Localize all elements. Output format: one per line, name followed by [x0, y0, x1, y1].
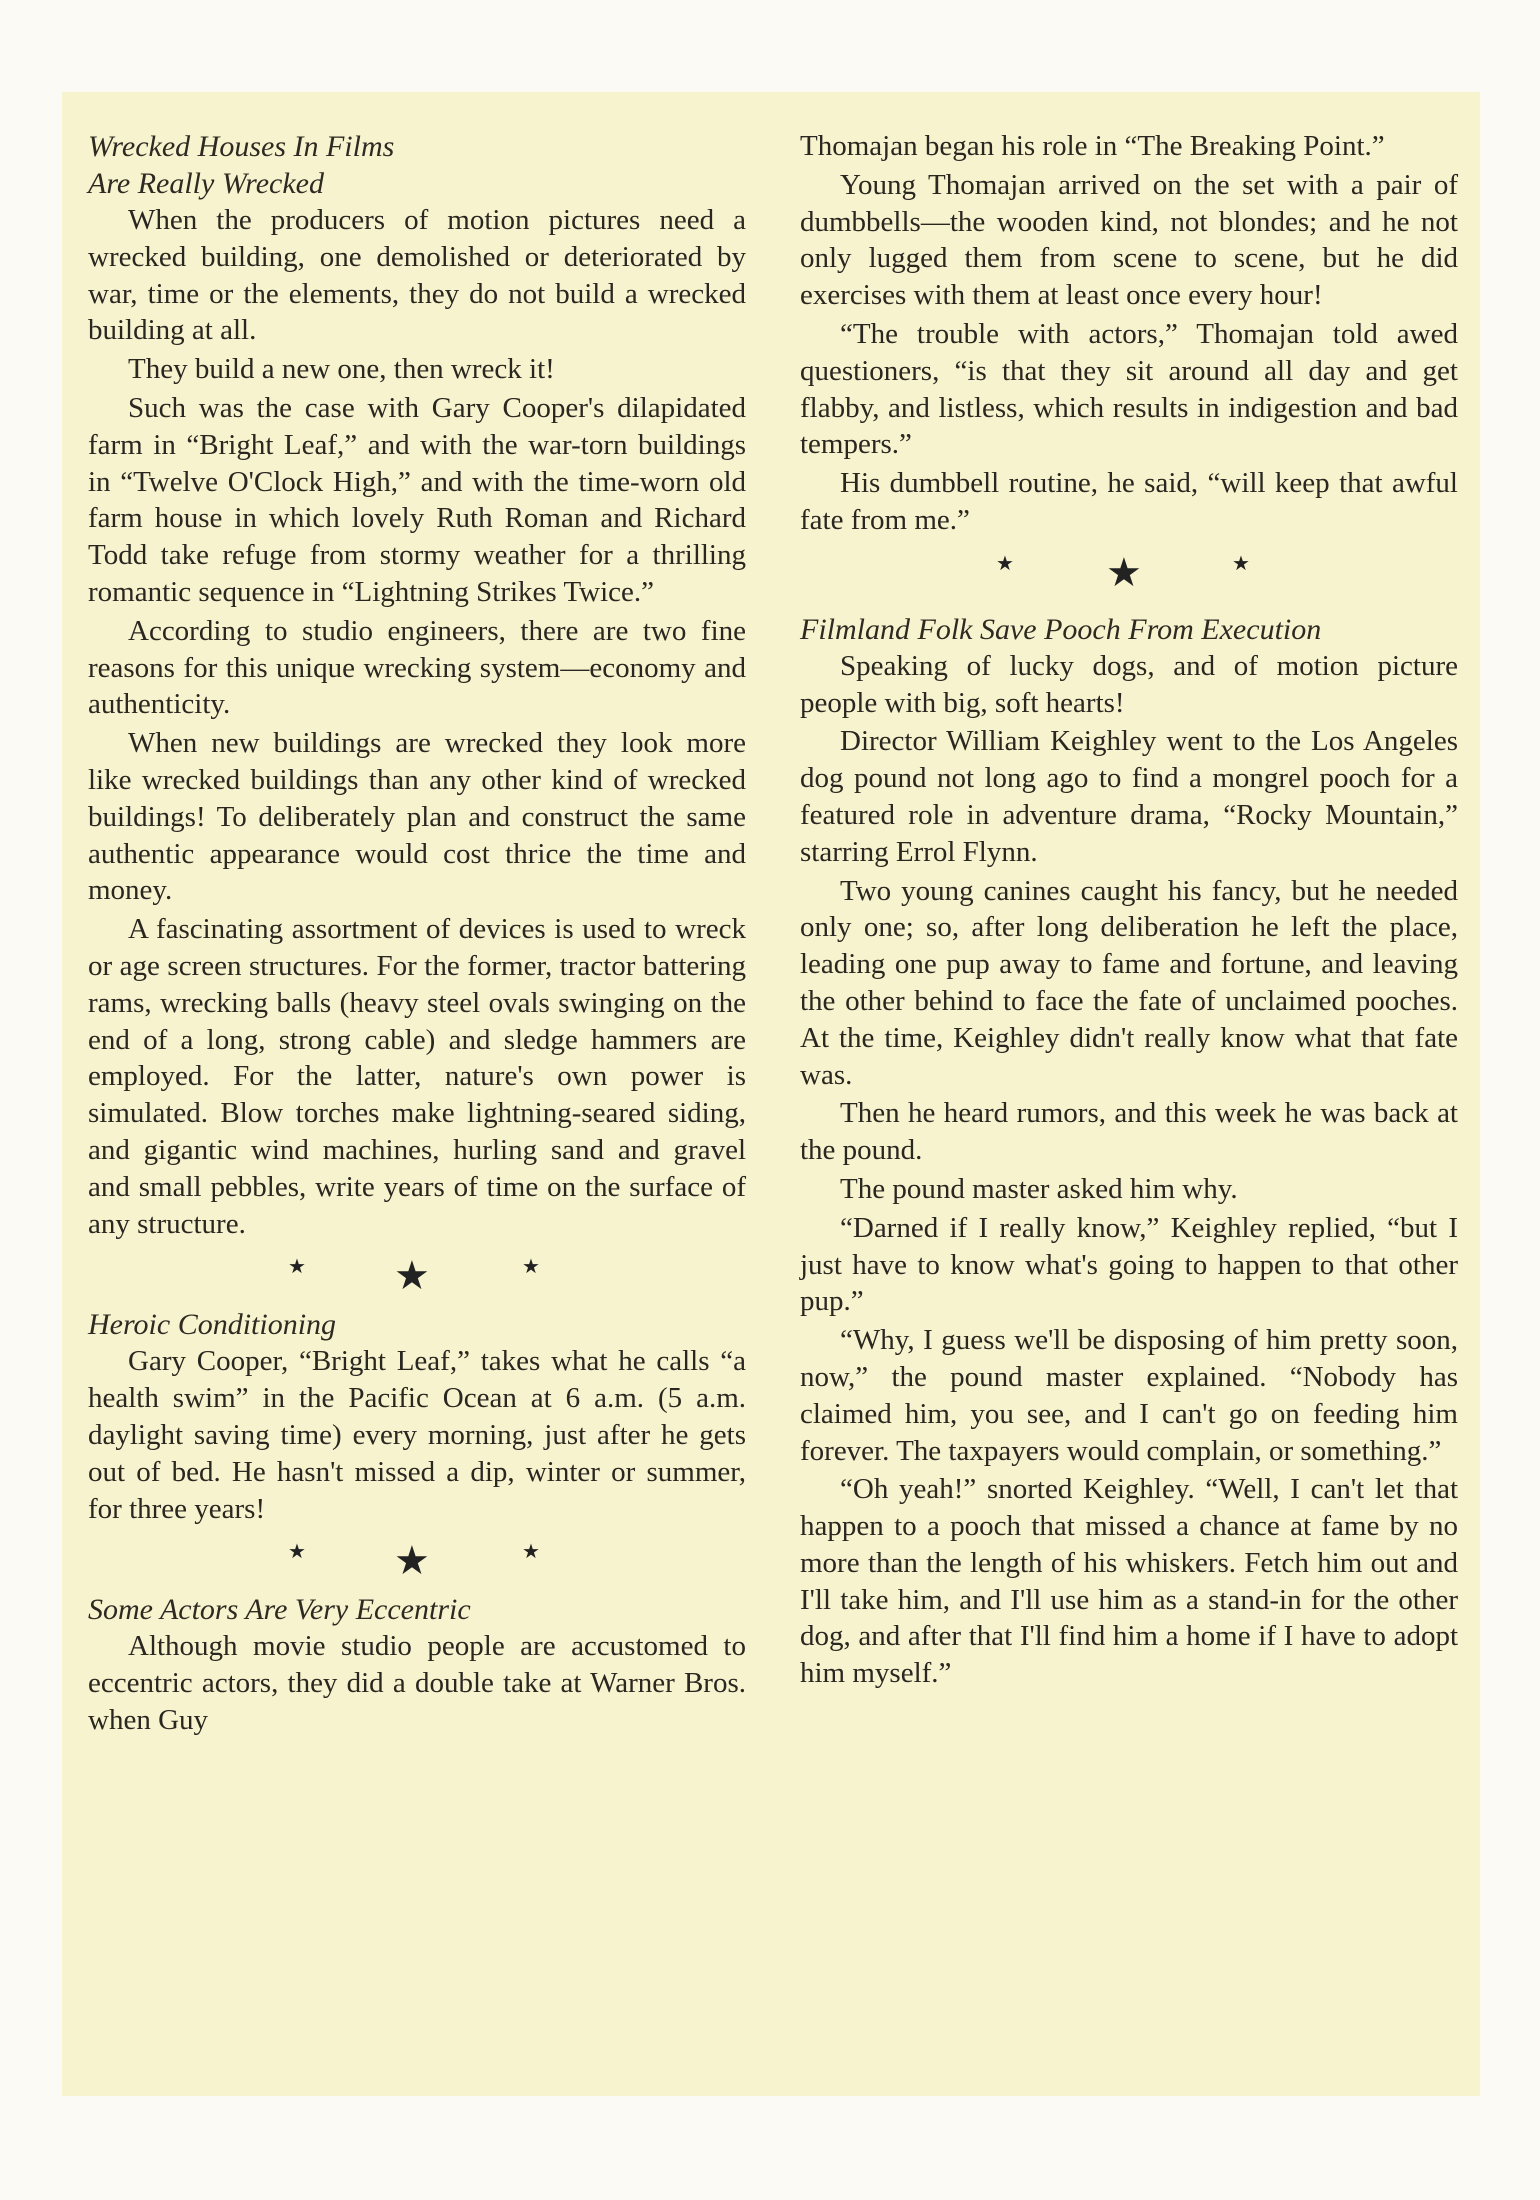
star-separator — [88, 1242, 746, 1306]
star-separator — [88, 1527, 746, 1591]
paragraph: Speaking of lucky dogs, and of motion picture people with big, soft hearts! — [800, 649, 1458, 719]
paragraph: When the producers of motion pictures need a wrecked building, one demolished or deteriorated by war, time or the elements, they do not build a wrecked building at all. — [88, 204, 746, 347]
big-star-icon: ★ — [394, 1538, 430, 1584]
left-column — [88, 128, 746, 1739]
paragraph: Then he heard rumors, and this week he was back at the pound. — [800, 1097, 1458, 1167]
article-heading-wrecked-houses-line1: Wrecked Houses In Films — [88, 130, 395, 163]
small-star-icon: ★ — [288, 1256, 306, 1279]
paragraph: “Oh yeah!” snorted Keighley. “Well, I can't let that happen to a pooch that missed a chance at fame by no more than the length of his whiskers. Fetch him out and I'll take him, and I'll use him as a stand-in for the other dog, and after that I'll find him a home if I have to adopt him myself.” — [800, 1473, 1458, 1690]
paragraph: Young Thomajan arrived on the set with a pair of dumbbells—the wooden kind, not blondes; and he not only lugged them from scene to scene, but he did exercises with them at least once every hour! — [800, 168, 1458, 312]
paragraph: Two young canines caught his fancy, but he needed only one; so, after long deliberation he left the place, leading one pup away to fame and fortune, and leaving the other behind to face the fate of unclaimed pooches. At the time, Keighley didn't really know what that fate was. — [800, 874, 1458, 1091]
paragraph: “Why, I guess we'll be disposing of him pretty soon, now,” the pound master explained. “Nobody has claimed him, you see, and I can't go on feeding him forever. The taxpayers would complain, or something.” — [800, 1324, 1458, 1467]
small-star-icon: ★ — [288, 1541, 306, 1564]
small-star-icon: ★ — [522, 1541, 540, 1564]
paragraph: According to studio engineers, there are two fine reasons for this unique wrecking system—economy and authenticity. — [88, 614, 746, 721]
paragraph: They build a new one, then wreck it! — [128, 353, 555, 386]
paragraph: Such was the case with Gary Cooper's dilapidated farm in “Bright Leaf,” and with the war-torn buildings in “Twelve O'Clock High,” and with the time-worn old farm house in which lovely Ruth Roman and Richard Todd take refuge from stormy weather for a thrilling romantic sequence in “Lightning Strikes Twice.” — [88, 391, 746, 608]
paragraph: “The trouble with actors,” Thomajan told awed questioners, “is that they sit around all day and get flabby, and listless, which results in indigestion and bad tempers.” — [800, 317, 1458, 461]
big-star-icon: ★ — [394, 1253, 430, 1299]
article-heading-heroic-conditioning: Heroic Conditioning — [88, 1308, 337, 1342]
article-heading-filmland-folk: Filmland Folk Save Pooch From Execution — [800, 612, 1322, 646]
paragraph: The pound master asked him why. — [840, 1172, 1238, 1205]
small-star-icon: ★ — [1232, 552, 1250, 575]
right-column — [800, 128, 1458, 1692]
paragraph: Gary Cooper, “Bright Leaf,” takes what he calls “a health swim” in the Pacific Ocean at 6 a.m. (5 a.m. daylight saving time) every morning, just after he gets out of bed. He hasn't missed a dip, winter or summer, for three years! — [88, 1345, 746, 1525]
big-star-icon: ★ — [1106, 549, 1142, 595]
small-star-icon: ★ — [522, 1256, 540, 1279]
paragraph: Director William Keighley went to the Los Angeles dog pound not long ago to find a mongrel pooch for a featured role in adventure drama, “Rocky Mountain,” starring Errol Flynn. — [800, 725, 1458, 868]
small-star-icon: ★ — [996, 552, 1014, 575]
paragraph: His dumbbell routine, he said, “will keep that awful fate from me.” — [800, 467, 1458, 536]
article-heading-eccentric-actors: Some Actors Are Very Eccentric — [88, 1593, 471, 1627]
paragraph: “Darned if I really know,” Keighley replied, “but I just have to know what's going to happen to that other pup.” — [800, 1211, 1458, 1318]
paragraph: A fascinating assortment of devices is used to wreck or age screen structures. For the former, tractor battering rams, wrecking balls (heavy steel ovals swinging on the end of a long, strong cable) and sledge hammers are employed. For the latter, nature's own power is simulated. Blow torches make lightning-seared siding, and gigantic wind machines, hurling sand and gravel and small pebbles, write years of time on the surface of any structure. — [88, 913, 746, 1240]
article-heading-wrecked-houses-line2: Are Really Wrecked — [88, 167, 324, 200]
paragraph: Although movie studio people are accustomed to eccentric actors, they did a double take at Warner Bros. when Guy — [88, 1630, 746, 1736]
paragraph: When new buildings are wrecked they look more like wrecked buildings than any other kind of wrecked buildings! To deliberately plan and construct the same authentic appearance would cost thrice the time and money. — [88, 727, 746, 907]
star-separator — [800, 539, 1458, 611]
paragraph: Thomajan began his role in “The Breaking Point.” — [800, 130, 1385, 162]
